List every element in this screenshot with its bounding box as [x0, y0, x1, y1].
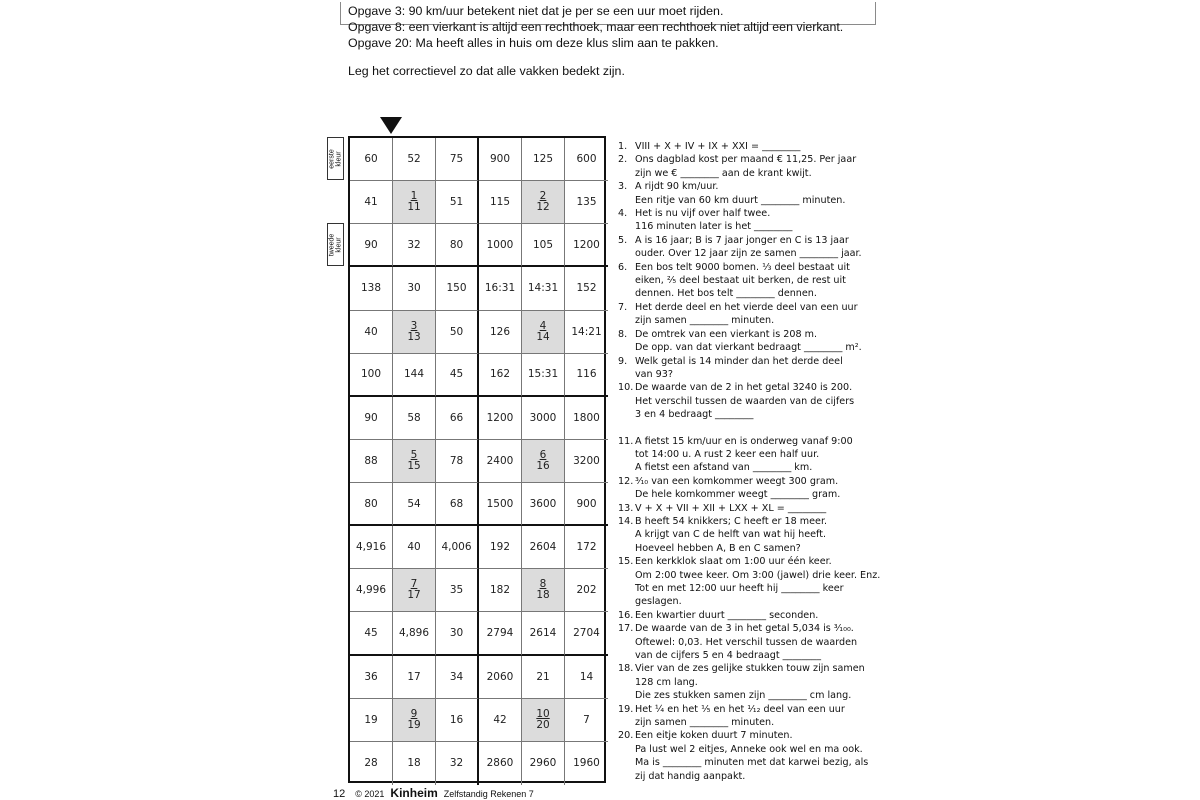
question-text-line: Een kerkklok slaat om 1:00 uur één keer.: [635, 556, 832, 568]
grid-cell: 68: [436, 483, 479, 526]
question-text-line: VIII + X + IV + IX + XXI = ________: [635, 141, 801, 152]
grid-cell: 14:21: [565, 311, 608, 354]
grid-cell: 1500: [479, 483, 522, 526]
grid-cell: 58: [393, 397, 436, 440]
grid-cell: 32: [393, 224, 436, 267]
question-number: 16.: [618, 609, 634, 621]
question-item: [618, 328, 888, 355]
grid-cell: $\frac{3}{13}$: [393, 311, 436, 354]
grid-cell: 144: [393, 354, 436, 397]
question-number: 11.: [618, 435, 634, 447]
question-text-line: Tot en met 12:00 uur heeft hij ________ keer: [635, 583, 844, 594]
question-item: [618, 555, 888, 609]
grid-cell: 36: [350, 656, 393, 699]
grid-cell: $\frac{9}{19}$: [393, 699, 436, 742]
pointer-triangle-icon: [380, 117, 402, 134]
intro-line-20: Opgave 20: Ma heeft alles in huis om deze klus slim aan te pakken.: [348, 36, 719, 50]
grid-cell: 2860: [479, 742, 522, 785]
question-item: [618, 475, 888, 502]
grid-cell: 3000: [522, 397, 565, 440]
grid-cell: 4,916: [350, 526, 393, 569]
grid-cell: 15:31: [522, 354, 565, 397]
grid-cell: 182: [479, 569, 522, 612]
question-text-line: Die zes stukken samen zijn ________ cm lang.: [635, 690, 852, 702]
grid-cell: 30: [436, 612, 479, 655]
grid-cell: 34: [436, 656, 479, 699]
question-text-line: Om 2:00 twee keer. Om 3:00 (jawel) drie keer. Enz.: [635, 569, 881, 581]
question-text-line: Een bos telt 9000 bomen. ⅓ deel bestaat uit: [635, 261, 850, 273]
question-item: [618, 703, 888, 730]
grid-cell: 32: [436, 742, 479, 785]
question-text-line: B heeft 54 knikkers; C heeft er 18 meer.: [635, 515, 828, 527]
grid-cell: 16:31: [479, 267, 522, 310]
question-text-line: A fietst 15 km/uur en is onderweg vanaf 9:00: [635, 435, 853, 447]
question-text-line: 116 minuten later is het ________: [635, 221, 793, 233]
grid-cell: $\frac{6}{16}$: [522, 440, 565, 483]
label-eerste-kleur: eerste kleur: [327, 137, 344, 180]
question-item: [618, 622, 888, 662]
grid-cell: 162: [479, 354, 522, 397]
grid-cell: 172: [565, 526, 608, 569]
grid-cell: 50: [436, 311, 479, 354]
question-number: 7.: [618, 301, 628, 313]
question-text-line: Ons dagblad kost per maand € 11,25. Per jaar: [635, 154, 857, 166]
grid-cell: 35: [436, 569, 479, 612]
question-item: [618, 234, 888, 261]
question-item: [618, 355, 888, 382]
grid-cell: 192: [479, 526, 522, 569]
grid-cell: 45: [350, 612, 393, 655]
question-number: 12.: [618, 475, 634, 487]
grid-cell: 3600: [522, 483, 565, 526]
grid-cell: 78: [436, 440, 479, 483]
question-text-line: zijn samen ________ minuten.: [635, 315, 775, 327]
question-number: 20.: [618, 730, 634, 742]
grid-cell: 2704: [565, 612, 608, 655]
question-number: 3.: [618, 181, 628, 193]
intro-line-3: Opgave 3: 90 km/uur betekent niet dat je per se een uur moet rijden.: [348, 4, 724, 18]
question-text-line: Een eitje koken duurt 7 minuten.: [635, 730, 793, 742]
question-text-line: ouder. Over 12 jaar zijn ze samen ________ jaar.: [635, 248, 862, 260]
footer: [333, 786, 534, 800]
question-text-line: 3 en 4 bedraagt ________: [635, 409, 754, 421]
question-text-line: Het ¼ en het ⅕ en het ¹⁄₁₂ deel van een uur: [635, 703, 845, 715]
question-text-line: Een kwartier duurt ________ seconden.: [635, 609, 819, 621]
grid-cell: $\frac{5}{15}$: [393, 440, 436, 483]
question-text-line: zij dat handig aanpakt.: [635, 770, 746, 782]
grid-cell: 2794: [479, 612, 522, 655]
grid-cell: 105: [522, 224, 565, 267]
question-text-line: Het is nu vijf over half twee.: [635, 208, 771, 220]
grid-cell: 52: [393, 138, 436, 181]
grid-cell: 900: [479, 138, 522, 181]
question-text-line: De omtrek van een vierkant is 208 m.: [635, 328, 817, 340]
question-text-line: geslagen.: [635, 596, 682, 608]
question-item: [618, 381, 888, 421]
series-title: Zelfstandig Rekenen 7: [443, 789, 534, 799]
intro-notes: [348, 3, 843, 51]
page-number: 12: [333, 788, 346, 800]
grid-cell: 75: [436, 138, 479, 181]
brand-logo: Kinheim: [390, 786, 438, 800]
grid-cell: 3200: [565, 440, 608, 483]
label-tweede-kleur: tweede kleur: [327, 223, 344, 266]
question-item: [618, 301, 888, 328]
grid-cell: $\frac{1}{11}$: [393, 181, 436, 224]
question-text-line: A fietst een afstand van ________ km.: [635, 462, 813, 474]
grid-cell: $\frac{10}{20}$: [522, 699, 565, 742]
grid-cell: 202: [565, 569, 608, 612]
grid-cell: 80: [436, 224, 479, 267]
grid-cell: 41: [350, 181, 393, 224]
question-list: [618, 140, 888, 783]
grid-cell: 152: [565, 267, 608, 310]
question-item: [618, 729, 888, 783]
grid-cell: 1200: [479, 397, 522, 440]
grid-cell: 1200: [565, 224, 608, 267]
question-number: 19.: [618, 703, 634, 715]
question-number: 4.: [618, 208, 628, 220]
question-text-line: De opp. van dat vierkant bedraagt ________ m².: [635, 342, 862, 354]
question-item: [618, 515, 888, 555]
grid-cell: $\frac{8}{18}$: [522, 569, 565, 612]
grid-cell: 100: [350, 354, 393, 397]
grid-cell: 40: [350, 311, 393, 354]
question-item: [618, 180, 888, 207]
question-number: 10.: [618, 382, 634, 394]
question-text-line: dennen. Het bos telt ________ dennen.: [635, 288, 817, 300]
question-text-line: Het verschil tussen de waarden van de cijfers: [635, 395, 855, 407]
grid-cell: 135: [565, 181, 608, 224]
question-text-line: Het derde deel en het vierde deel van een uur: [635, 301, 858, 313]
grid-cell: 42: [479, 699, 522, 742]
copyright: © 2021: [355, 789, 385, 799]
question-item: [618, 207, 888, 234]
question-text-line: A is 16 jaar; B is 7 jaar jonger en C is 13 jaar: [635, 234, 849, 246]
question-number: 15.: [618, 556, 634, 568]
grid-cell: 4,006: [436, 526, 479, 569]
grid-cell: 16: [436, 699, 479, 742]
question-text-line: eiken, ⅖ deel bestaat uit berken, de rest uit: [635, 275, 846, 287]
grid-cell: 138: [350, 267, 393, 310]
grid-cell: 2960: [522, 742, 565, 785]
question-text-line: Een ritje van 60 km duurt ________ minuten.: [635, 194, 846, 206]
question-text-line: Ma is ________ minuten met dat karwei bezig, als: [635, 757, 869, 769]
question-text-line: van de cijfers 5 en 4 bedraagt ________: [635, 650, 822, 662]
grid-cell: $\frac{7}{17}$: [393, 569, 436, 612]
grid-cell: 125: [522, 138, 565, 181]
question-text-line: Welk getal is 14 minder dan het derde deel: [635, 355, 843, 367]
question-text-line: zijn we € ________ aan de krant kwijt.: [635, 167, 812, 179]
grid-cell: 600: [565, 138, 608, 181]
grid-cell: 7: [565, 699, 608, 742]
grid-cell: 90: [350, 224, 393, 267]
grid-cell: $\frac{2}{12}$: [522, 181, 565, 224]
grid-cell: 126: [479, 311, 522, 354]
grid-cell: 28: [350, 742, 393, 785]
question-number: 5.: [618, 234, 628, 246]
question-number: 14.: [618, 515, 634, 527]
question-item: [618, 261, 888, 301]
question-text-line: ³⁄₁₀ van een komkommer weegt 300 gram.: [635, 475, 839, 487]
question-number: 2.: [618, 154, 628, 166]
grid-cell: 4,996: [350, 569, 393, 612]
question-item: [618, 153, 888, 180]
question-text-line: Oftewel: 0,03. Het verschil tussen de waarden: [635, 636, 858, 648]
grid-cell: 1800: [565, 397, 608, 440]
intro-line-8: Opgave 8: een vierkant is altijd een rechthoek, maar een rechthoek niet altijd een vierkant.: [348, 20, 844, 34]
grid-cell: 17: [393, 656, 436, 699]
question-text-line: A rijdt 90 km/uur.: [635, 181, 719, 193]
question-item: [618, 662, 888, 702]
question-text-line: zijn samen ________ minuten.: [635, 717, 775, 729]
grid-cell: 2060: [479, 656, 522, 699]
grid-cell: 60: [350, 138, 393, 181]
grid-cell: 90: [350, 397, 393, 440]
question-number: 17.: [618, 623, 634, 635]
grid-cell: 54: [393, 483, 436, 526]
question-number: 6.: [618, 261, 628, 273]
grid-cell: 2614: [522, 612, 565, 655]
grid-cell: 1000: [479, 224, 522, 267]
grid-cell: 4,896: [393, 612, 436, 655]
grid-cell: 1960: [573, 757, 600, 770]
question-text-line: A krijgt van C de helft van wat hij heeft.: [635, 529, 827, 541]
grid-cell: 51: [436, 181, 479, 224]
grid-cell: 40: [393, 526, 436, 569]
grid-cell: 21: [522, 656, 565, 699]
grid-cell: 30: [393, 267, 436, 310]
grid-cell: 116: [565, 354, 608, 397]
grid-cell: 66: [436, 397, 479, 440]
question-text-line: tot 14:00 u. A rust 2 keer een half uur.: [635, 448, 820, 460]
question-text-line: De waarde van de 3 in het getal 5,034 is ³⁄₁₀₀.: [635, 623, 854, 635]
question-text-line: De hele komkommer weegt ________ gram.: [635, 489, 841, 501]
question-number: 18.: [618, 663, 634, 675]
instruction: Leg het correctievel zo dat alle vakken bedekt zijn.: [348, 64, 625, 78]
grid-cell: 80: [350, 483, 393, 526]
grid-cell: 14:31: [522, 267, 565, 310]
grid-cell: 150: [436, 267, 479, 310]
question-item: [618, 609, 888, 622]
answer-grid: [348, 136, 606, 783]
grid-cell: 2604: [522, 526, 565, 569]
question-number: 13.: [618, 502, 634, 514]
question-item: [618, 140, 888, 153]
grid-cell: 2400: [479, 440, 522, 483]
question-item: [618, 502, 888, 515]
question-text-line: 128 cm lang.: [635, 676, 698, 688]
question-number: 9.: [618, 355, 628, 367]
grid-cell: 45: [436, 354, 479, 397]
question-text-line: Hoeveel hebben A, B en C samen?: [635, 542, 801, 554]
grid-cell: 18: [393, 742, 436, 785]
question-text-line: De waarde van de 2 in het getal 3240 is 200.: [635, 382, 853, 394]
question-item: [618, 435, 888, 475]
question-text-line: Vier van de zes gelijke stukken touw zijn samen: [635, 663, 865, 675]
grid-cell: 19: [350, 699, 393, 742]
question-text-line: V + X + VII + XII + LXX + XL = ________: [635, 502, 827, 514]
grid-cell: 900: [565, 483, 608, 526]
grid-cell: 88: [350, 440, 393, 483]
grid-cell: 14: [565, 656, 608, 699]
question-text-line: Pa lust wel 2 eitjes, Anneke ook wel en ma ook.: [635, 743, 863, 755]
question-number: 8.: [618, 328, 628, 340]
question-number: 1.: [618, 141, 628, 152]
question-text-line: van 93?: [635, 368, 673, 380]
grid-cell: 115: [479, 181, 522, 224]
grid-cell: $\frac{4}{14}$: [522, 311, 565, 354]
